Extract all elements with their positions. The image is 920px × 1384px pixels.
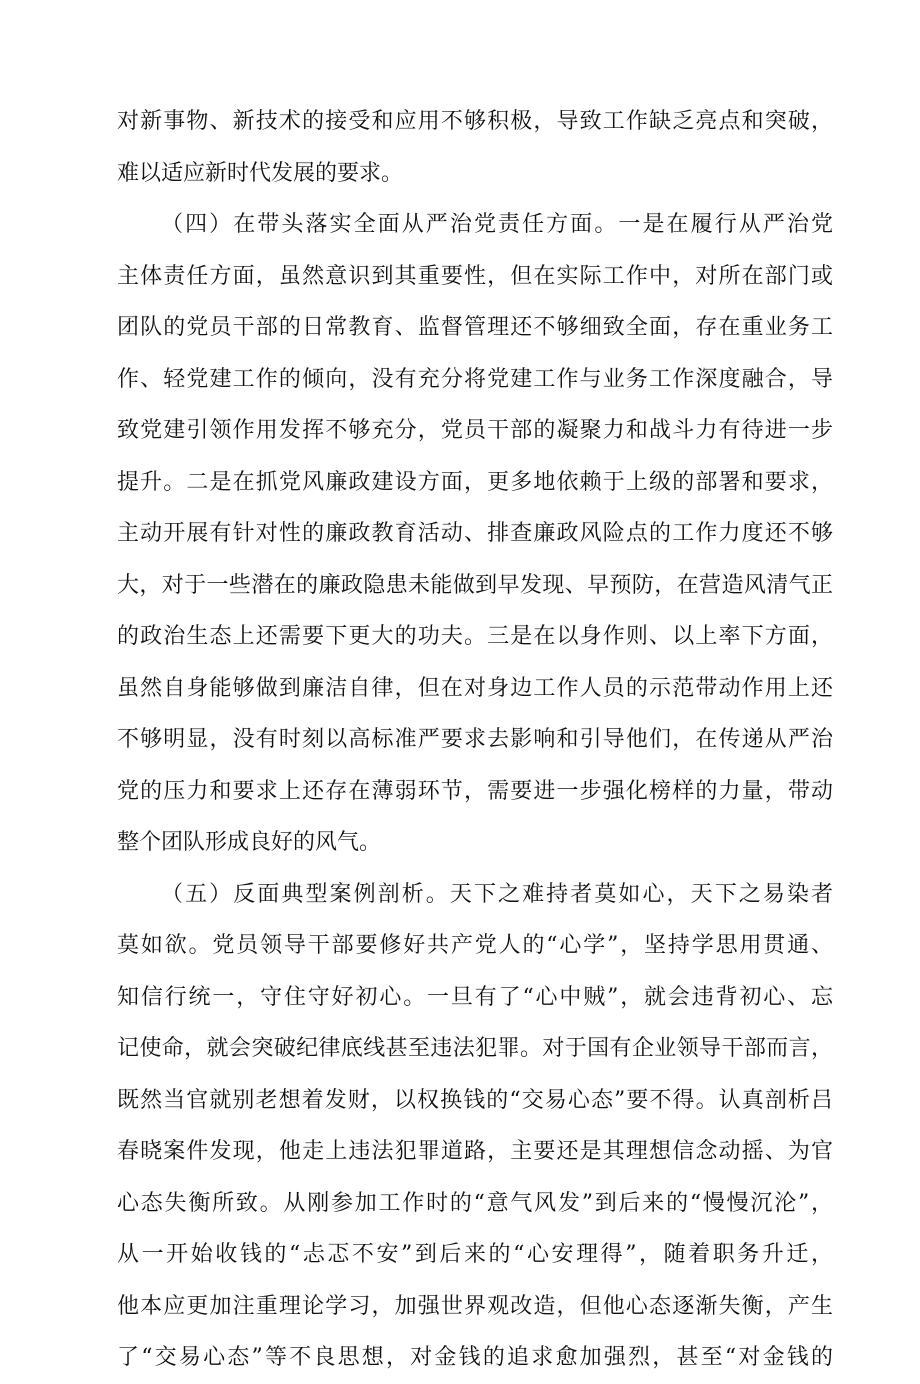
- text-line: 记使命，就会突破纪律底线甚至违法犯罪。对于国有企业领导干部而言，: [117, 1036, 833, 1061]
- text-line: 虽然自身能够做到廉洁自律，但在对身边工作人员的示范带动作用上还: [117, 675, 833, 701]
- text-line: 作、轻党建工作的倾向，没有充分将党建工作与业务工作深度融合，导: [117, 366, 833, 392]
- body-text: [117, 96, 833, 1384]
- section-heading-line: （五）反面典型案例剖析。天下之难持者莫如心，天下之易染者: [161, 881, 833, 907]
- text-line: 难以适应新时代发展的要求。: [117, 160, 404, 186]
- text-line: 提升。二是在抓党风廉政建设方面，更多地依赖于上级的部署和要求，: [117, 469, 833, 495]
- text-line: 春晓案件发现，他走上违法犯罪道路，主要还是其理想信念动摇、为官: [117, 1139, 833, 1164]
- text-line: 莫如欲。党员领导干部要修好共产党人的“心学”，坚持学思用贯通、: [117, 933, 833, 958]
- text-line: 主动开展有针对性的廉政教育活动、排查廉政风险点的工作力度还不够: [117, 521, 833, 546]
- section-heading-line: （四）在带头落实全面从严治党责任方面。一是在履行从严治党: [161, 212, 833, 237]
- text-line: 整个团队形成良好的风气。: [117, 830, 382, 855]
- text-line: 不够明显，没有时刻以高标准严要求去影响和引导他们，在传递从严治: [117, 727, 833, 752]
- text-line: 知信行统一，守住守好初心。一旦有了“心中贼”，就会违背初心、忘: [117, 984, 833, 1010]
- text-line: 大，对于一些潜在的廉政隐患未能做到早发现、早预防，在营造风清气正: [117, 572, 833, 598]
- text-line: 主体责任方面，虽然意识到其重要性，但在实际工作中，对所在部门或: [117, 263, 833, 289]
- text-line: 团队的党员干部的日常教育、监督管理还不够细致全面，存在重业务工: [117, 315, 833, 340]
- text-line: 了“交易心态”等不良思想，对金钱的追求愈加强烈，甚至“对金钱的: [117, 1345, 833, 1370]
- text-line: 心态失衡所致。从刚参加工作时的“意气风发”到后来的“慢慢沉沦”，: [117, 1190, 833, 1216]
- text-line: 从一开始收钱的“忐忑不安”到后来的“心安理得”，随着职务升迁，: [117, 1242, 833, 1267]
- text-line: 既然当官就别老想着发财，以权换钱的“交易心态”要不得。认真剖析吕: [117, 1087, 833, 1113]
- text-line: 致党建引领作用发挥不够充分，党员干部的凝聚力和战斗力有待进一步: [117, 418, 833, 443]
- text-line: 的政治生态上还需要下更大的功夫。三是在以身作则、以上率下方面，: [117, 624, 833, 649]
- text-line: 党的压力和要求上还存在薄弱环节，需要进一步强化榜样的力量，带动: [117, 778, 833, 804]
- text-line: 对新事物、新技术的接受和应用不够积极，导致工作缺乏亮点和突破，: [117, 109, 833, 134]
- text-line: 他本应更加注重理论学习，加强世界观改造，但他心态逐渐失衡，产生: [117, 1293, 833, 1319]
